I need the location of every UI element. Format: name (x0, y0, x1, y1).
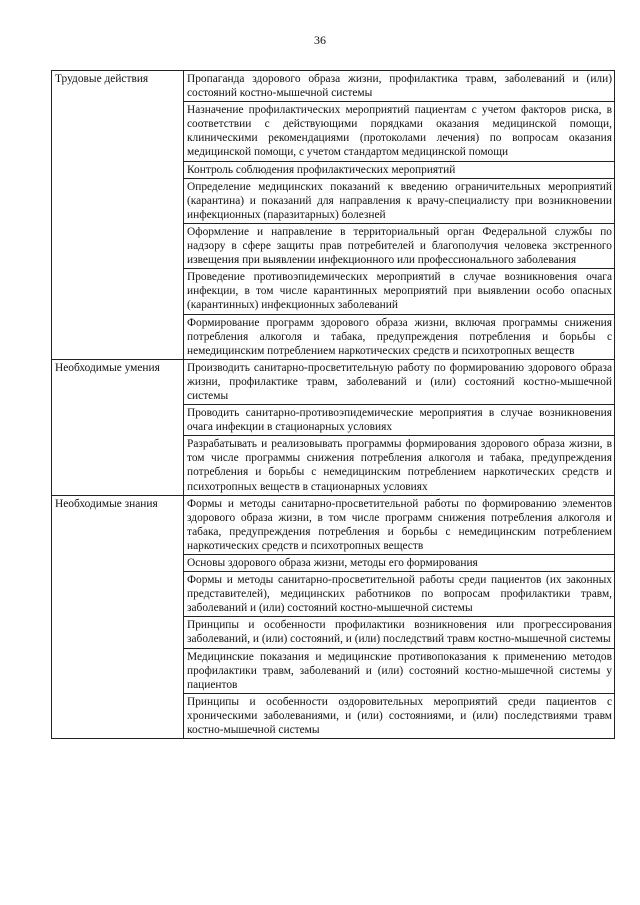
table-cell: Разрабатывать и реализовывать программы формирования здорового образа жизни, в том числе программы снижения потребления алкоголя и табака, предупреждения потребления и борьбы с немедицинским потреблением наркотических средств и психотропных веществ в стационарных условиях (184, 436, 615, 495)
table-cell: Назначение профилактических мероприятий пациентам с учетом факторов риска, в соответствии с действующими порядками оказания медицинской помощи, клиническими рекомендациями (протоколами лечения) по вопросам оказания медицинской помощи, с учетом стандартом медицинской помощи (184, 102, 615, 161)
section-label-labor-actions: Трудовые действия (52, 71, 184, 360)
table-cell: Проведение противоэпидемических мероприятий в случае возникновения очага инфекции, в том числе карантинных мероприятий при выявлении особо опасных (карантинных) инфекционных заболеваний (184, 269, 615, 314)
table-cell: Определение медицинских показаний к введению ограничительных мероприятий (карантина) и показаний для направления к врачу-специалисту при возникновении инфекционных (паразитарных) болезней (184, 178, 615, 223)
table-cell: Пропаганда здорового образа жизни, профилактика травм, заболеваний и (или) состояний костно-мышечной системы (184, 71, 615, 102)
table-row (52, 359, 615, 404)
table-cell: Производить санитарно-просветительную работу по формированию здорового образа жизни, профилактике травм, заболеваний и (или) состояний костно-мышечной системы (184, 359, 615, 404)
table-row (52, 71, 615, 102)
table-cell: Принципы и особенности оздоровительных мероприятий среди пациентов с хроническими заболеваниями, и (или) состояниями, и (или) последствиями травм костно-мышечной системы (184, 693, 615, 738)
table-cell: Принципы и особенности профилактики возникновения или прогрессирования заболеваний, и (или) состояний, и (или) последствий травм костно-мышечной системы (184, 617, 615, 648)
table-row (52, 495, 615, 554)
requirements-table-body (52, 71, 615, 739)
section-label-required-skills: Необходимые умения (52, 359, 184, 495)
page-number: 36 (314, 33, 326, 47)
table-cell: Контроль соблюдения профилактических мероприятий (184, 161, 615, 178)
table-cell: Оформление и направление в территориальный орган Федеральной службы по надзору в сфере защиты прав потребителей и благополучия человека экстренного извещения при выявлении инфекционного или профессионального заболевания (184, 223, 615, 268)
table-cell: Медицинские показания и медицинские противопоказания к применению методов профилактики травм, заболеваний и (или) состояний костно-мышечной системы у пациентов (184, 648, 615, 693)
table-cell: Формирование программ здорового образа жизни, включая программы снижения потребления алкоголя и табака, предупреждения потребления и борьбы с немедицинским потреблением наркотических средств и психотропных веществ (184, 314, 615, 359)
table-cell: Формы и методы санитарно-просветительной работы по формированию элементов здорового образа жизни, в том числе программ снижения потребления алкоголя и табака, предупреждения потребления и борьбы с немедицинским потреблением наркотических средств и психотропных веществ (184, 495, 615, 554)
section-label-required-knowledge: Необходимые знания (52, 495, 184, 739)
table-cell: Проводить санитарно-противоэпидемические мероприятия в случае возникновения очага инфекции в стационарных условиях (184, 405, 615, 436)
table-cell: Основы здорового образа жизни, методы его формирования (184, 555, 615, 572)
requirements-table (51, 70, 615, 739)
table-cell: Формы и методы санитарно-просветительной работы среди пациентов (их законных представителей), медицинских работников по вопросам профилактики травм, заболеваний и (или) состояний костно-мышечной системы (184, 572, 615, 617)
